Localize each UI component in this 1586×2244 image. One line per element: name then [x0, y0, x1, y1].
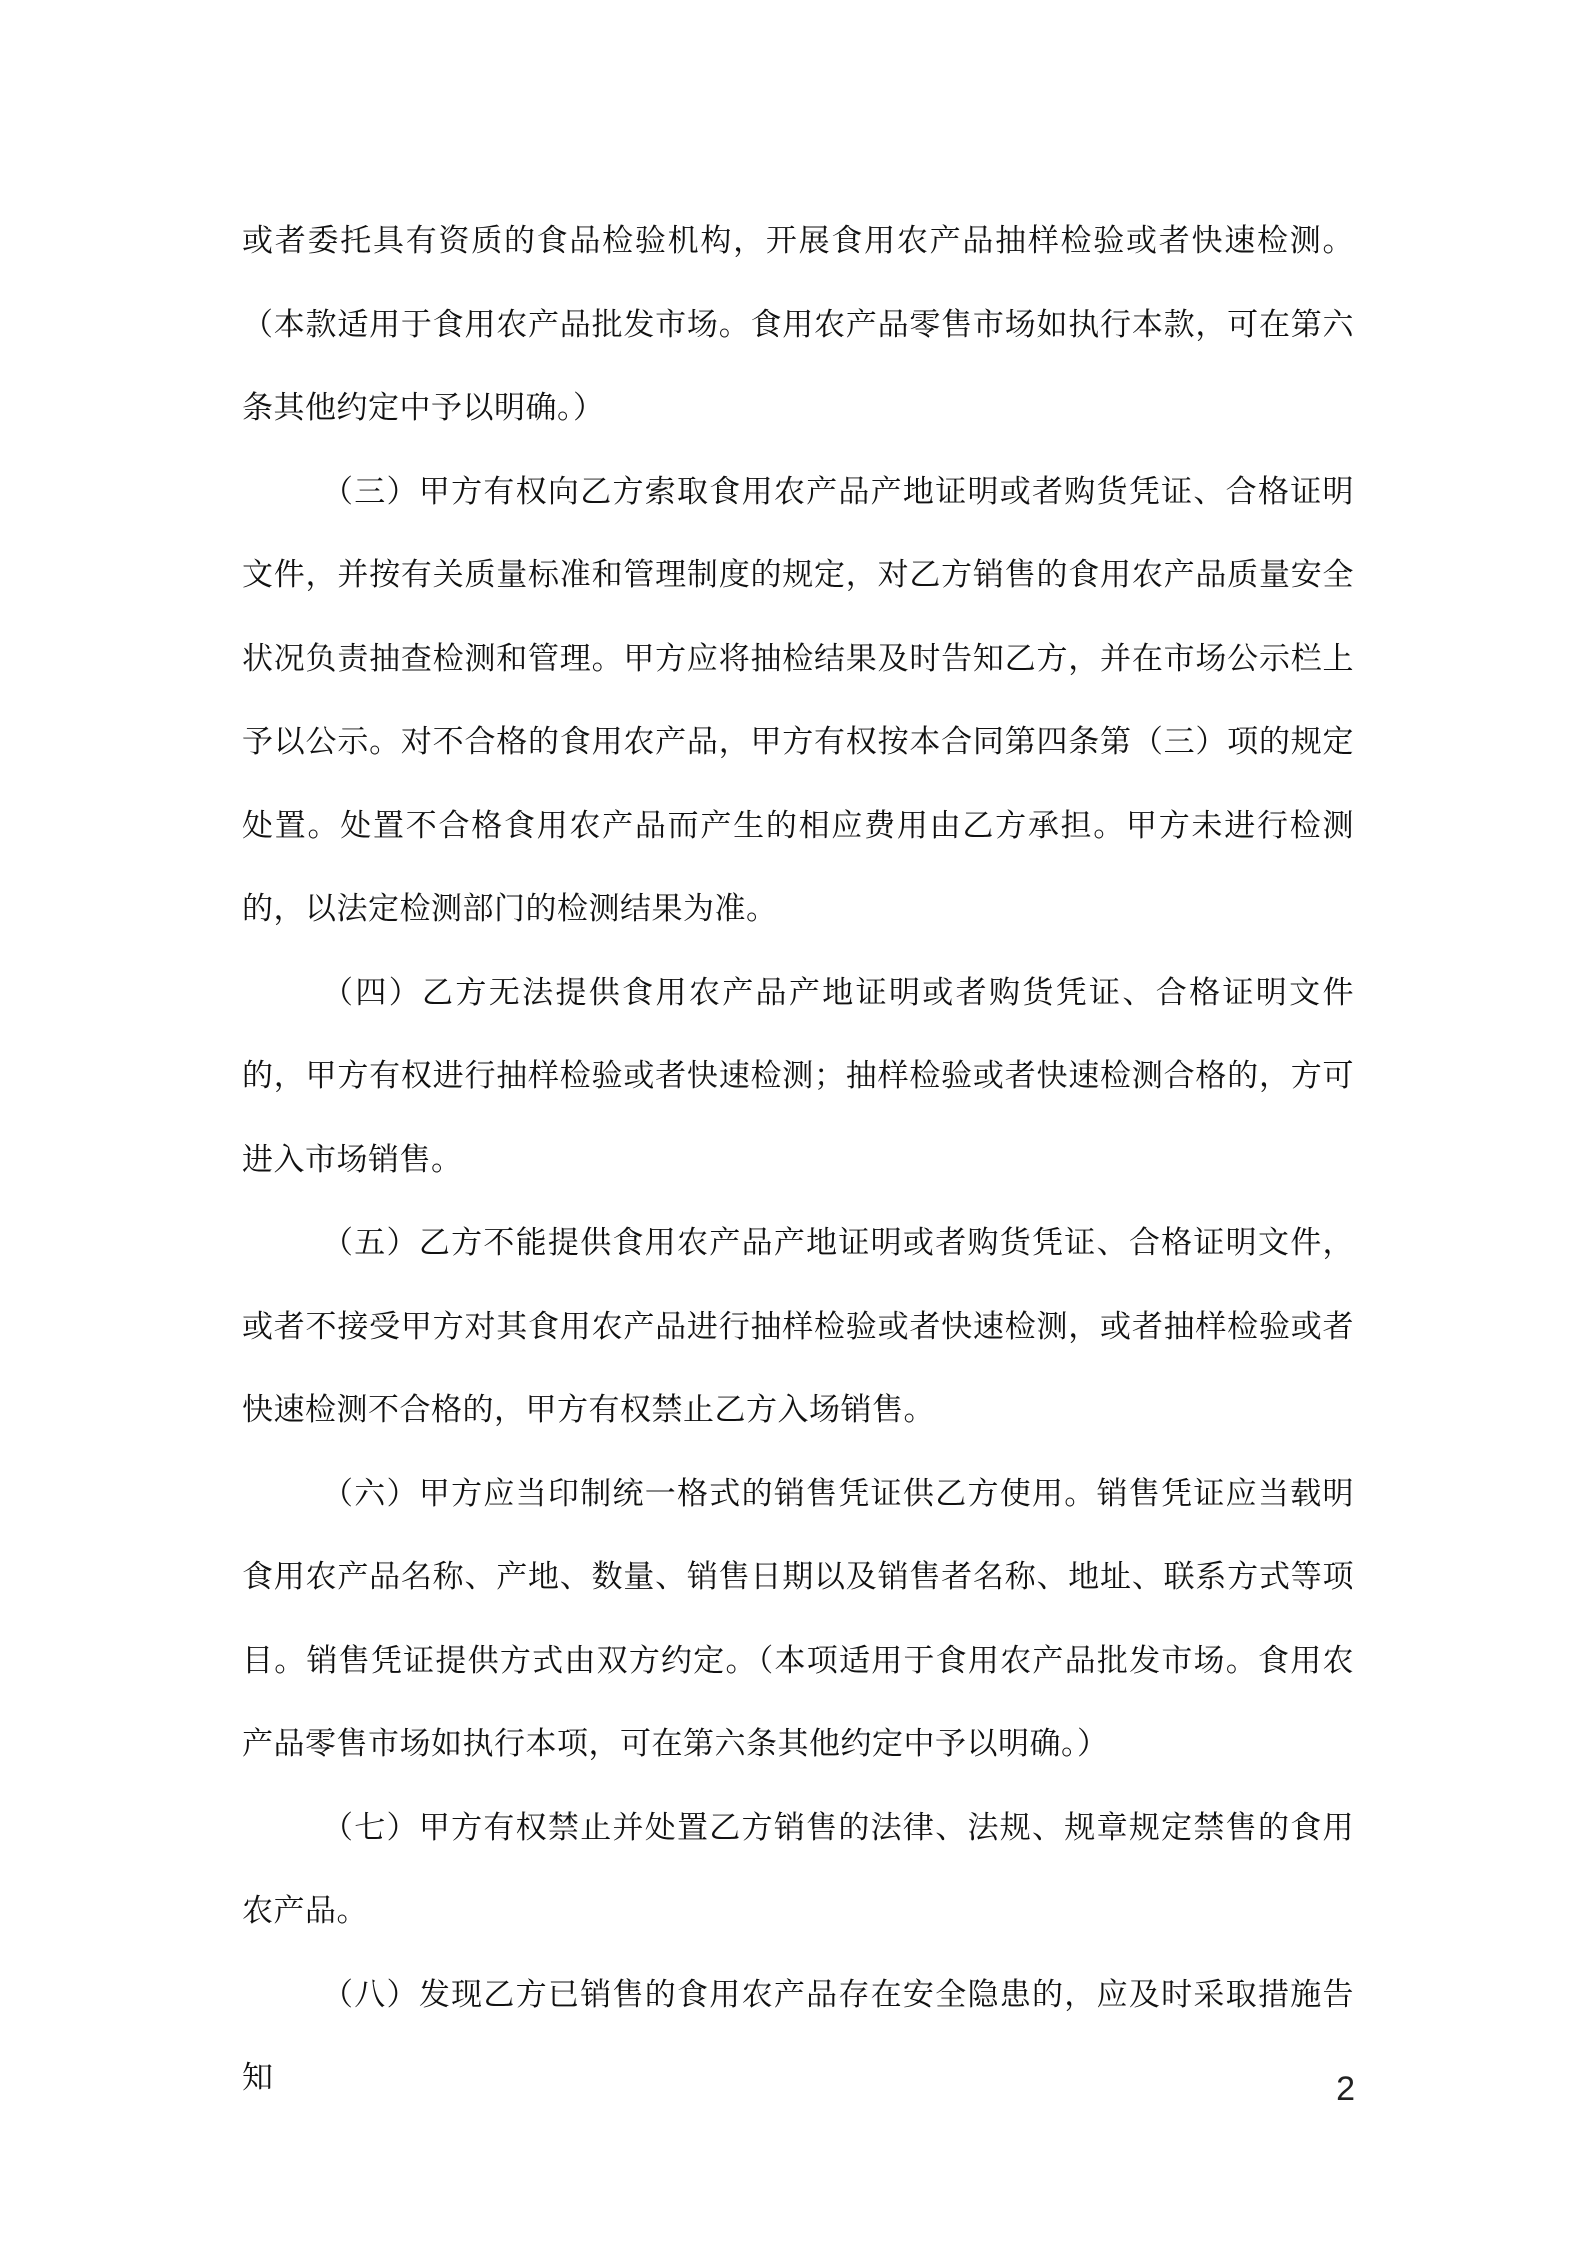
- paragraph-continued: 或者委托具有资质的食品检验机构，开展食用农产品抽样检验或者快速检测。（本款适用于食用农产品批发市场。食用农产品零售市场如执行本款，可在第六条其他约定中予以明确。）: [242, 223, 1354, 426]
- paragraph-item-8: （八）发现乙方已销售的食用农产品存在安全隐患的，应及时采取措施告知: [242, 1976, 1354, 2096]
- paragraph-item-5: （五）乙方不能提供食用农产品产地证明或者购货凭证、合格证明文件，或者不接受甲方对其食用农产品进行抽样检验或者快速检测，或者抽样检验或者快速检测不合格的，甲方有权禁止乙方入场销售。: [242, 1225, 1354, 1428]
- page-number: 2: [1336, 2070, 1355, 2108]
- paragraph-item-6: （六）甲方应当印制统一格式的销售凭证供乙方使用。销售凭证应当载明食用农产品名称、产地、数量、销售日期以及销售者名称、地址、联系方式等项目。销售凭证提供方式由双方约定。（本项适用于食用农产品批发市场。食用农产品零售市场如执行本项，可在第六条其他约定中予以明确。）: [242, 1475, 1354, 1762]
- document-body: [242, 200, 1354, 2121]
- paragraph-item-3: （三）甲方有权向乙方索取食用农产品产地证明或者购货凭证、合格证明文件，并按有关质量标准和管理制度的规定，对乙方销售的食用农产品质量安全状况负责抽查检测和管理。甲方应将抽检结果及时告知乙方，并在市场公示栏上予以公示。对不合格的食用农产品，甲方有权按本合同第四条第（三）项的规定处置。处置不合格食用农产品而产生的相应费用由乙方承担。甲方未进行检测的，以法定检测部门的检测结果为准。: [242, 473, 1354, 927]
- paragraph-item-7: （七）甲方有权禁止并处置乙方销售的法律、法规、规章规定禁售的食用农产品。: [242, 1809, 1354, 1929]
- paragraph-item-4: （四）乙方无法提供食用农产品产地证明或者购货凭证、合格证明文件的，甲方有权进行抽样检验或者快速检测；抽样检验或者快速检测合格的，方可进入市场销售。: [242, 974, 1354, 1178]
